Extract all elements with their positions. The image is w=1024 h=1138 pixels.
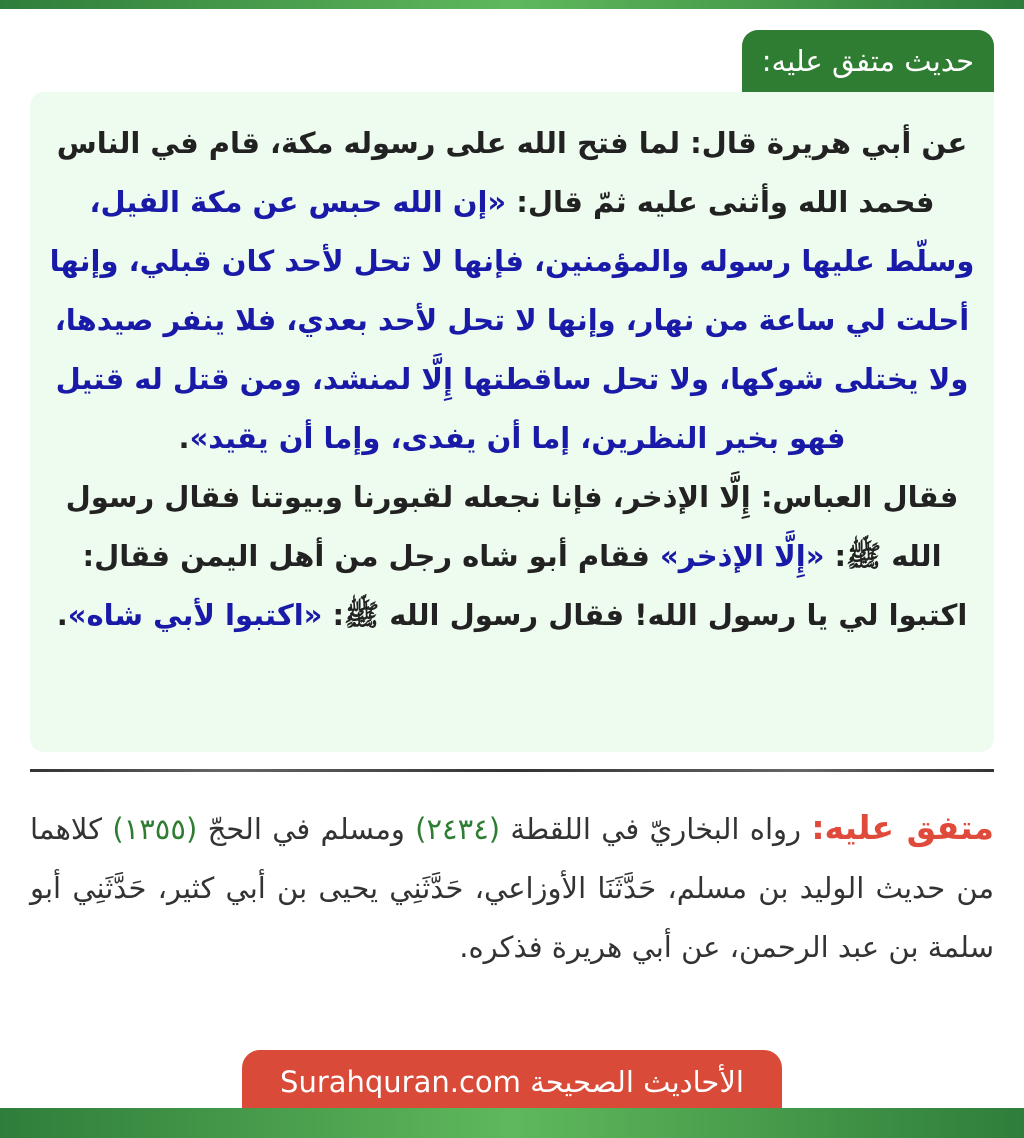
hadith-period-1: . [178,421,190,455]
bukhari-reference: (٢٤٣٤) [415,812,501,846]
abu-shah-text: فقام أبو شاه رجل من أهل اليمن فقال: اكتبوا لي يا رسول الله! فقال رسول الله ﷺ: [82,539,968,632]
top-accent-bar [0,0,1024,9]
takhrij-paragraph [30,798,994,977]
site-name-badge: الأحاديث الصحيحة Surahquran.com [242,1050,782,1112]
hadith-type-badge: حديث متفق عليه: [742,30,994,92]
hadith-period-2: . [56,598,68,632]
hadith-grade: متفق عليه: [811,808,994,847]
hadith-text-box [30,92,994,752]
prophet-quote-2: «إِلَّا الإذخر» [659,539,825,573]
muslim-reference: (١٣٥٥) [112,812,198,846]
takhrij-text-2: ومسلم في الحجّ [197,812,416,846]
takhrij-text-3: كلاهما من حديث الوليد بن مسلم، حَدَّثَنَا الأوزاعي، حَدَّثَنِي يحيى بن أبي كثير، حَدَّثَنِي أبو سلمة بن عبد الرحمن، عن أبي هريرة فذكره. [30,812,994,964]
prophet-quote-3: «اكتبوا لأبي شاه» [67,598,323,632]
prophet-quote-1: «إن الله حبس عن مكة الفيل، وسلّط عليها رسوله والمؤمنين، فإنها لا تحل لأحد كان قبلي، وإنها أحلت لي ساعة من نهار، وإنها لا تحل لأحد بعدي، فلا ينفر صيدها، ولا يختلى شوكها، ولا تحل ساقطتها إِلَّا لمنشد، ومن قتل له قتيل فهو بخير النظرين، إما أن يفدى، وإما أن يقيد» [49,185,975,455]
hadith-paragraph-2 [48,468,976,645]
section-divider [30,769,994,772]
bottom-accent-bar [0,1108,1024,1138]
abbas-text: فقال العباس: إِلَّا الإذخر، فإنا نجعله لقبورنا وبيوتنا فقال رسول الله ﷺ: [65,480,959,573]
hadith-intro-text: عن أبي هريرة قال: لما فتح الله على رسوله مكة، قام في الناس فحمد الله وأثنى عليه ثمّ قال: [56,126,968,219]
takhrij-text-1: رواه البخاريّ في اللقطة [500,812,812,846]
hadith-paragraph-1 [48,114,976,468]
